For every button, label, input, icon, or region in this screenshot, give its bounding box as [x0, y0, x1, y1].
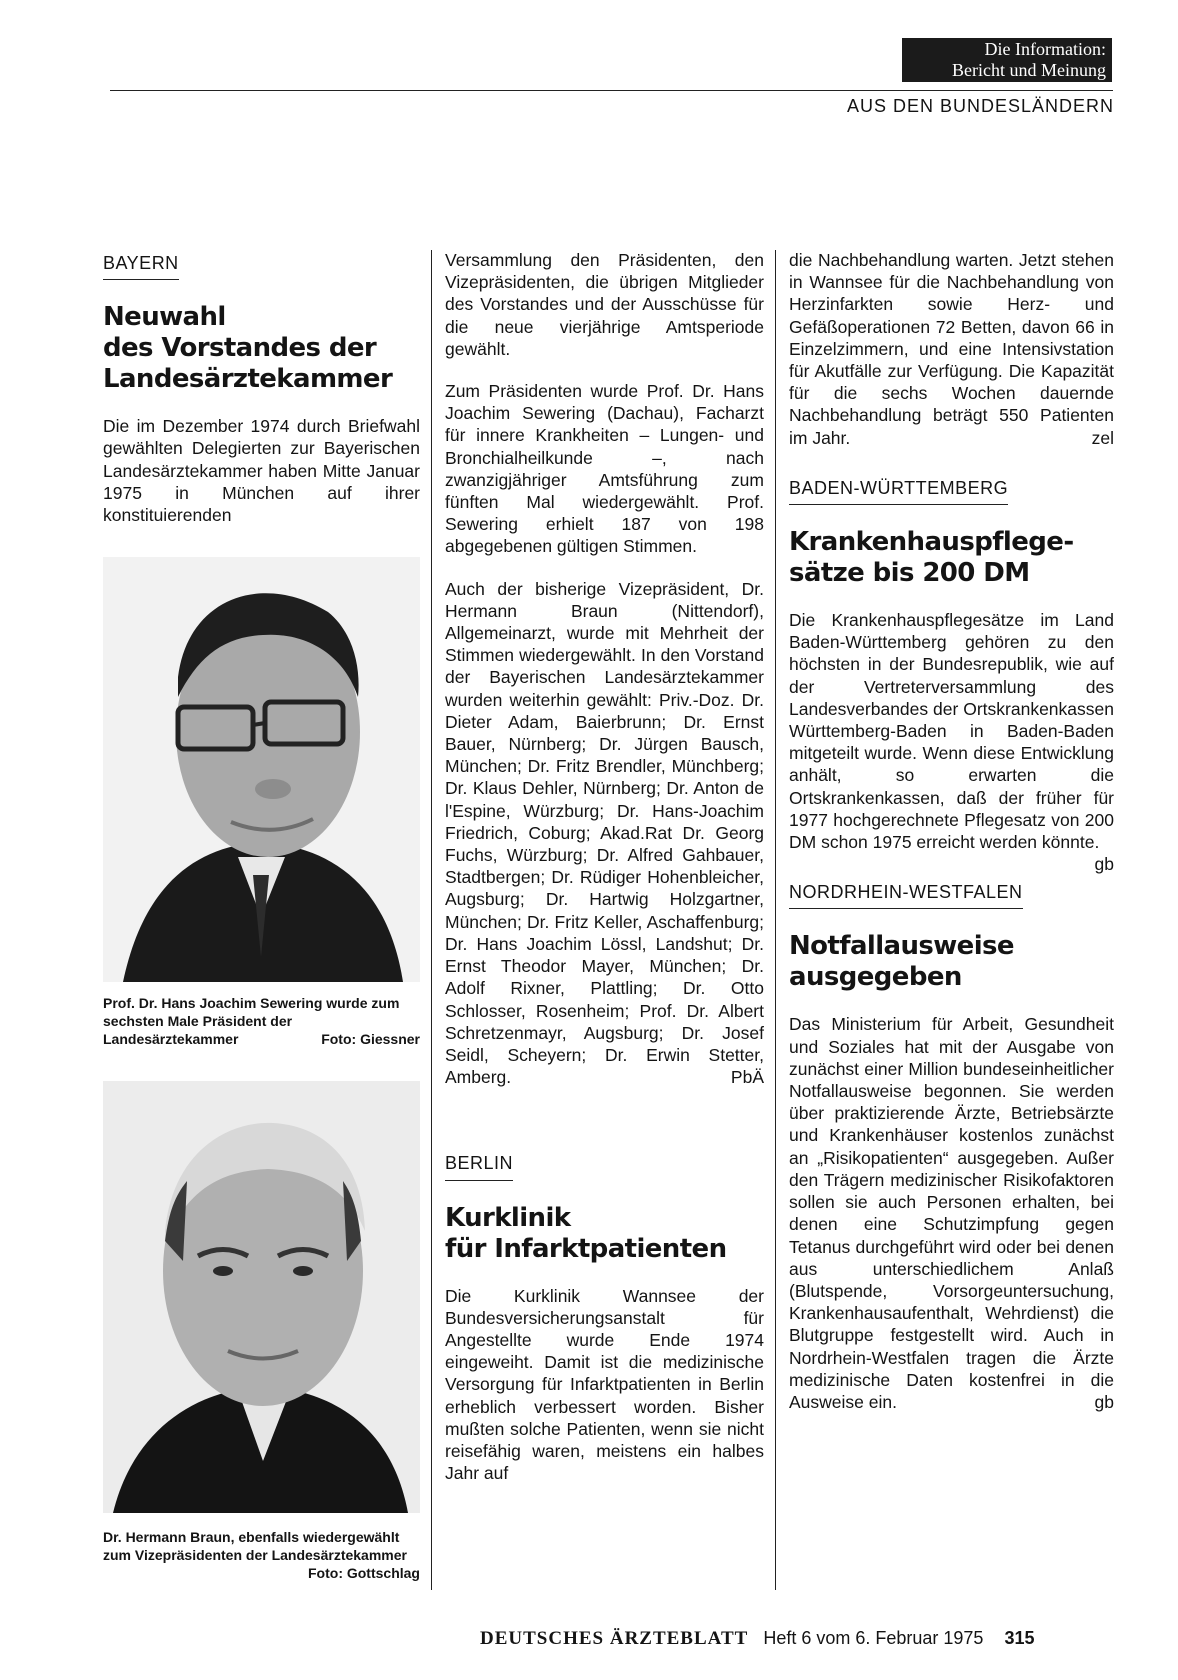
portrait-photo-braun	[103, 1081, 420, 1513]
headline-line: ausgegeben	[789, 962, 962, 993]
portrait-photo-sewering	[103, 557, 420, 982]
caption-text: Prof. Dr. Hans Joachim Sewering wurde zum sechsten Male Präsident der Landesärztekammer	[103, 995, 400, 1047]
paragraph-text: Auch der bisherige Vizepräsident, Dr. Hermann Braun (Nittendorf), Allgemeinarzt, wurde mit Mehrheit der Stimmen wiedergewählt. In den Vorstand der Bayerischen Landesärztekammer wurden weiterhin gewählt: Priv.-Doz. Dr. Dieter Adam, Baierbrunn; Dr. Ernst Bauer, Nürnberg; Dr. Jürgen Bausch, München; Dr. Fritz Brendler, Münchberg; Dr. Klaus Dehler, Nürnberg; Dr. Anton de l'Espine, Würzburg; Dr. Hans-Joachim Friedrich, Coburg; Akad.Rat Dr. Georg Fuchs, Würzburg; Dr. Alfred Gahbauer, Stadtbergen; Dr. Rüdiger Hohenbleicher, Augsburg; Dr. Hartwig Holzgartner, München; Dr. Fritz Keller, Aschaffenburg; Dr. Hans Joachim Lössl, Landshut; Dr. Ernst Theodor Mayer, München; Dr. Adolf Rixner, Plattling; Dr. Otto Schlosser, Rosenheim; Prof. Dr. Albert Schretzenmayr, Augsburg; Dr. Josef Seidl, Scheyern; Dr. Erwin Stetter, Amberg.	[445, 578, 764, 1088]
body-paragraph	[789, 609, 1114, 875]
page-footer	[480, 1628, 1115, 1650]
page-number: 315	[1004, 1628, 1035, 1648]
headline-bw	[789, 527, 1114, 589]
column-divider	[431, 250, 432, 1590]
headline-line: Krankenhauspflege-	[789, 527, 1074, 558]
author-signature: PbÄ	[730, 1067, 764, 1088]
photo-credit: Foto: Giessner	[321, 1031, 420, 1047]
body-paragraph	[789, 249, 1114, 449]
body-paragraph	[789, 1013, 1114, 1413]
headline-line: sätze bis 200 DM	[789, 558, 1030, 589]
kicker-line-2: Bericht und Meinung	[952, 60, 1106, 80]
region-label-bayern: BAYERN	[103, 252, 179, 280]
region-label-berlin: BERLIN	[445, 1152, 513, 1180]
headline-line: Neuwahl	[103, 302, 226, 333]
column-divider	[775, 250, 776, 1590]
section-heading: AUS DEN BUNDESLÄNDERN	[846, 96, 1114, 116]
author-signature: zel	[1091, 427, 1114, 448]
journal-name: DEUTSCHES ÄRZTEBLATT	[480, 1628, 749, 1649]
body-paragraph: Versammlung den Präsidenten, den Vizepräsidenten, die übrigen Mitglieder des Vorstandes und der Ausschüsse für die neue vierjährige Amtsperiode gewählt.	[445, 250, 764, 359]
region-label-nrw: NORDRHEIN-WESTFALEN	[789, 881, 1023, 909]
paragraph-text: Die Krankenhauspflegesätze im Land Baden-Württemberg gehören zu den höchsten in der Bundesrepublik, wie auf der Vertreterversammlung des Landesverbandes der Ortskrankenkassen Württemberg-Baden in Baden-Baden mitgeteilt wurde. Wenn diese Entwicklung anhält, so erwarten die Ortskrankenkassen, daß der früher für 1977 hochgerechnete Pflegesatz von 200 DM schon 1975 erreicht werden könnte.	[789, 610, 1114, 853]
photo-credit: Foto: Gottschlag	[308, 1565, 420, 1581]
kicker-line-1: Die Information:	[984, 39, 1106, 59]
headline-line: des Vorstandes der	[103, 333, 377, 364]
headline-line: für Infarktpatienten	[445, 1233, 727, 1264]
photo-caption-braun	[103, 1528, 420, 1582]
author-signature: gb	[1094, 854, 1114, 875]
body-paragraph: Die im Dezember 1974 durch Briefwahl gewählten Delegierten zur Bayerischen Landesärztekammer haben Mitte Januar 1975 in München auf ihrer konstituierenden	[103, 416, 420, 526]
headline-line: Landesärztekammer	[103, 364, 393, 395]
column-1	[103, 252, 420, 546]
issue-info: Heft 6 vom 6. Februar 1975	[763, 1628, 984, 1648]
headline-nrw	[789, 931, 1114, 993]
paragraph-text: die Nachbehandlung warten. Jetzt stehen in Wannsee für die Nachbehandlung von Herzinfarkten sowie Herz- und Gefäßoperationen 72 Betten, davon 66 in Einzelzimmern, und eine Intensivstation für Akutfälle zur Verfügung. Die Kapazität für die sechs Wochen dauernde Nachbehandlung beträgt 550 Patienten im Jahr.	[789, 250, 1114, 448]
column-3	[789, 249, 1114, 1433]
region-label-bw: BADEN-WÜRTTEMBERG	[789, 477, 1008, 505]
headline-line: Notfallausweise	[789, 931, 1014, 962]
body-paragraph: Zum Präsidenten wurde Prof. Dr. Hans Joachim Sewering (Dachau), Facharzt für innere Krankheiten – Lungen- und Bronchialheilkunde –, nach zwanzigjähriger Amtsführung zum fünften Mal wiedergewählt. Prof. Sewering erhielt 187 von 198 abgegebenen gültigen Stimmen.	[445, 381, 764, 557]
column-2	[445, 249, 764, 1504]
photo-caption-sewering	[103, 994, 420, 1048]
body-paragraph	[445, 578, 764, 1089]
headline-line: Kurklinik	[445, 1202, 571, 1233]
header-rule	[110, 90, 1113, 91]
author-signature: gb	[1094, 1391, 1114, 1412]
paragraph-text: Das Ministerium für Arbeit, Gesundheit und Soziales hat mit der Ausgabe von zunächst einer Million bundeseinheitlicher Notfallausweise begonnen. Sie werden über praktizierende Ärzte, Betriebsärzte und Krankenhäuser kostenlos zunächst an „Risikopatienten“ ausgegeben. Außer den Trägern medizinischer Risikofaktoren sollen sie auch Personen erhalten, bei denen eine Schutzimpfung gegen Tetanus durchgeführt wird oder bei denen aus unterschiedlichem Anlaß (Blutspende, Vorsorgeuntersuchung, Krankenhausaufenthalt, Wehrdienst) die Blutgruppe festgestellt wird. Auch in Nordrhein-Westfalen tragen die Ärzte medizinische Daten kostenfrei in die Ausweise ein.	[789, 1014, 1114, 1412]
headline-berlin	[445, 1203, 764, 1265]
section-kicker	[902, 38, 1112, 82]
body-paragraph: Die Kurklinik Wannsee der Bundesversicherungsanstalt für Angestellte wurde Ende 1974 eingeweiht. Damit ist die medizinische Versorgung für Infarktpatienten in Berlin erheblich verbessert worden. Bisher mußten solche Patienten, wenn sie nicht reisefähig waren, meistens ein halbes Jahr auf	[445, 1285, 764, 1484]
headline-bayern	[103, 302, 420, 395]
caption-text: Dr. Hermann Braun, ebenfalls wiedergewählt zum Vizepräsidenten der Landesärztekammer	[103, 1529, 407, 1563]
